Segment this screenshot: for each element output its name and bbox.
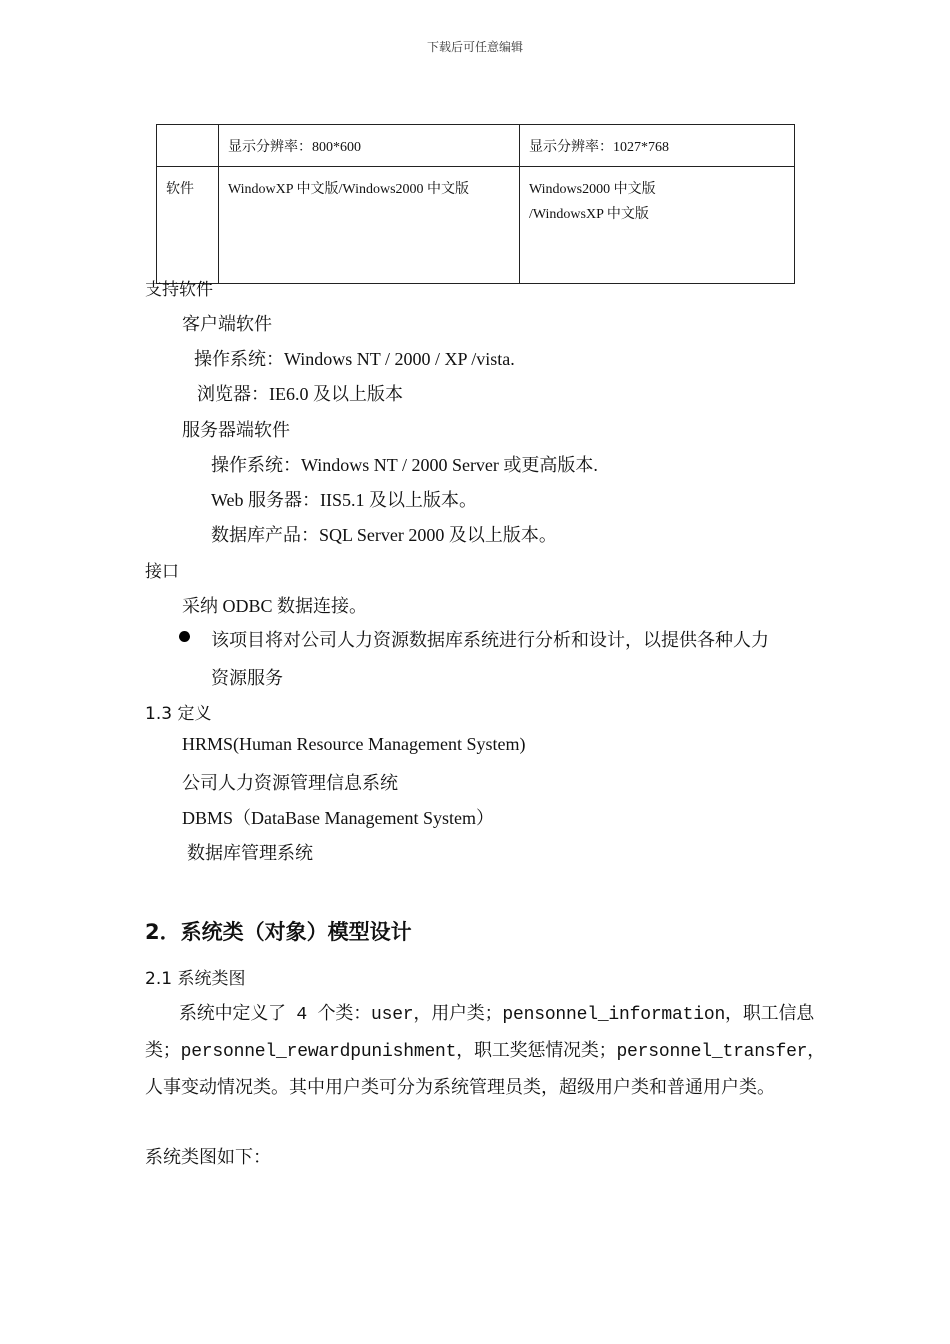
table-cell: 显示分辨率：1027*768 [520,125,795,167]
server-os-line: 操作系统：Windows NT / 2000 Server 或更高版本. [211,455,598,475]
client-os-line: 操作系统：Windows NT / 2000 / XP /vista. [194,349,515,369]
dbms-chinese: 数据库管理系统 [187,843,313,863]
interface-text: 采纳 ODBC 数据连接。 [182,596,368,616]
server-web-line: Web 服务器：IIS5.1 及以上版本。 [211,490,478,510]
class-diagram-heading: 2.1 系统类图 [145,969,246,989]
class-para-line3: 人事变动情况类。其中用户类可分为系统管理员类，超级用户类和普通用户类。 [145,1077,775,1097]
section-2-heading: 2．系统类（对象）模型设计 [145,920,412,944]
table-row [157,125,795,167]
client-browser-line: 浏览器：IE6.0 及以上版本 [197,384,403,404]
class-para-line2: 类；personnel_rewardpunishment，职工奖惩情况类；personnel_transfer， [145,1042,826,1062]
client-software-title: 客户端软件 [182,314,272,334]
support-software-heading: 支持软件 [145,280,213,300]
table-cell: 软件 [157,167,219,284]
dbms-definition: DBMS（DataBase Management System） [182,808,494,828]
interface-heading: 接口 [145,562,179,582]
class-diagram-intro: 系统类图如下： [145,1147,271,1167]
server-db-line: 数据库产品：SQL Server 2000 及以上版本。 [211,525,557,545]
table-row [157,167,795,284]
table-cell [520,167,795,284]
hrms-chinese: 公司人力资源管理信息系统 [182,773,398,793]
page-header: 下载后可任意编辑 [426,40,523,54]
table-cell: WindowXP 中文版/Windows2000 中文版 [219,167,520,284]
class-para-line1: 系统中定义了 4 个类：user，用户类；pensonnel_information，职工信息 [179,1005,815,1025]
cell-line: Windows2000 中文版 [529,182,656,197]
bullet-dot [179,631,190,642]
requirements-table [156,124,795,284]
definitions-heading: 1.3 定义 [145,704,212,724]
bullet-text-line2: 资源服务 [211,668,283,688]
table-cell [157,125,219,167]
hrms-definition: HRMS(Human Resource Management System) [182,734,526,754]
table-cell: 显示分辨率：800*600 [219,125,520,167]
cell-line: /WindowsXP 中文版 [529,207,649,222]
server-software-title: 服务器端软件 [182,420,290,440]
bullet-text-line1: 该项目将对公司人力资源数据库系统进行分析和设计，以提供各种人力 [211,630,769,650]
